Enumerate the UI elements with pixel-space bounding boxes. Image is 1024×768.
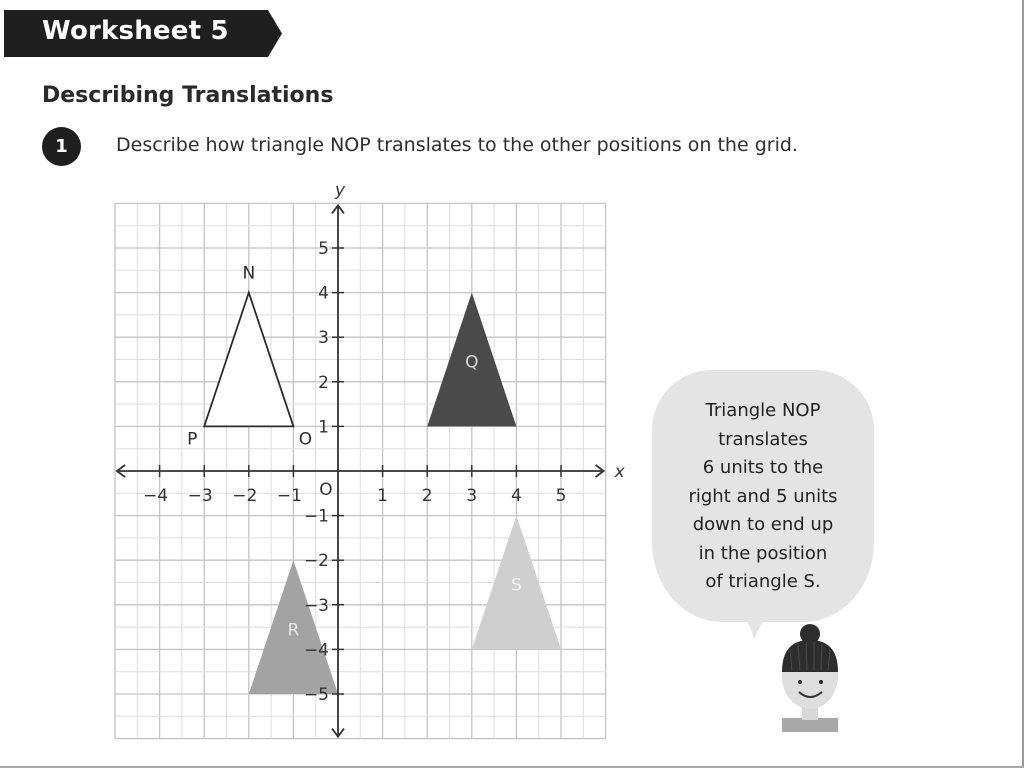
x-tick-label: 3 bbox=[466, 486, 478, 506]
y-tick-label: 3 bbox=[318, 328, 329, 349]
speech-bubble-text bbox=[652, 397, 874, 597]
y-tick-label: 2 bbox=[318, 372, 329, 393]
bubble-line: down to end up bbox=[692, 514, 834, 535]
y-tick-label: −5 bbox=[303, 685, 329, 705]
y-tick-label: 5 bbox=[318, 239, 329, 259]
question-text: Describe how triangle NOP translates to the other positions on the grid. bbox=[116, 134, 798, 156]
girl-character-icon bbox=[770, 620, 850, 735]
x-tick-label: 5 bbox=[555, 486, 567, 506]
triangle-label: R bbox=[287, 620, 300, 641]
y-tick-label: −1 bbox=[303, 506, 329, 527]
x-tick-label: 2 bbox=[421, 486, 433, 506]
x-tick-label: 1 bbox=[377, 486, 389, 506]
y-axis-label: y bbox=[334, 180, 346, 201]
vertex-label-p: P bbox=[187, 429, 198, 450]
question-number-badge: 1 bbox=[42, 127, 81, 166]
y-tick-label: −2 bbox=[303, 551, 329, 572]
y-tick-label: 1 bbox=[318, 417, 329, 438]
vertex-label-n: N bbox=[242, 263, 256, 284]
x-axis-label: x bbox=[614, 462, 625, 482]
worksheet-title: Worksheet 5 bbox=[42, 16, 229, 46]
bubble-line: right and 5 units bbox=[688, 485, 838, 507]
triangle-label: S bbox=[511, 575, 522, 596]
bubble-line: 6 units to the bbox=[702, 457, 824, 478]
bubble-line: in the position bbox=[698, 542, 828, 564]
bubble-line: translates bbox=[718, 428, 808, 450]
triangles bbox=[187, 264, 561, 694]
y-tick-label: −3 bbox=[303, 595, 329, 616]
triangle-label: Q bbox=[465, 352, 479, 373]
origin-label: O bbox=[319, 480, 333, 500]
y-tick-label: −4 bbox=[303, 640, 329, 661]
x-tick-label: −3 bbox=[187, 486, 213, 506]
section-heading: Describing Translations bbox=[42, 83, 334, 108]
y-tick-label: 4 bbox=[318, 283, 329, 304]
x-tick-label: −4 bbox=[143, 486, 169, 506]
x-tick-label: −1 bbox=[276, 486, 302, 506]
vertex-label-o: O bbox=[298, 429, 313, 450]
x-tick-label: −2 bbox=[232, 486, 258, 506]
x-tick-label: 4 bbox=[510, 486, 522, 506]
bubble-line: Triangle NOP bbox=[705, 400, 821, 421]
bubble-line: of triangle S. bbox=[705, 571, 821, 592]
